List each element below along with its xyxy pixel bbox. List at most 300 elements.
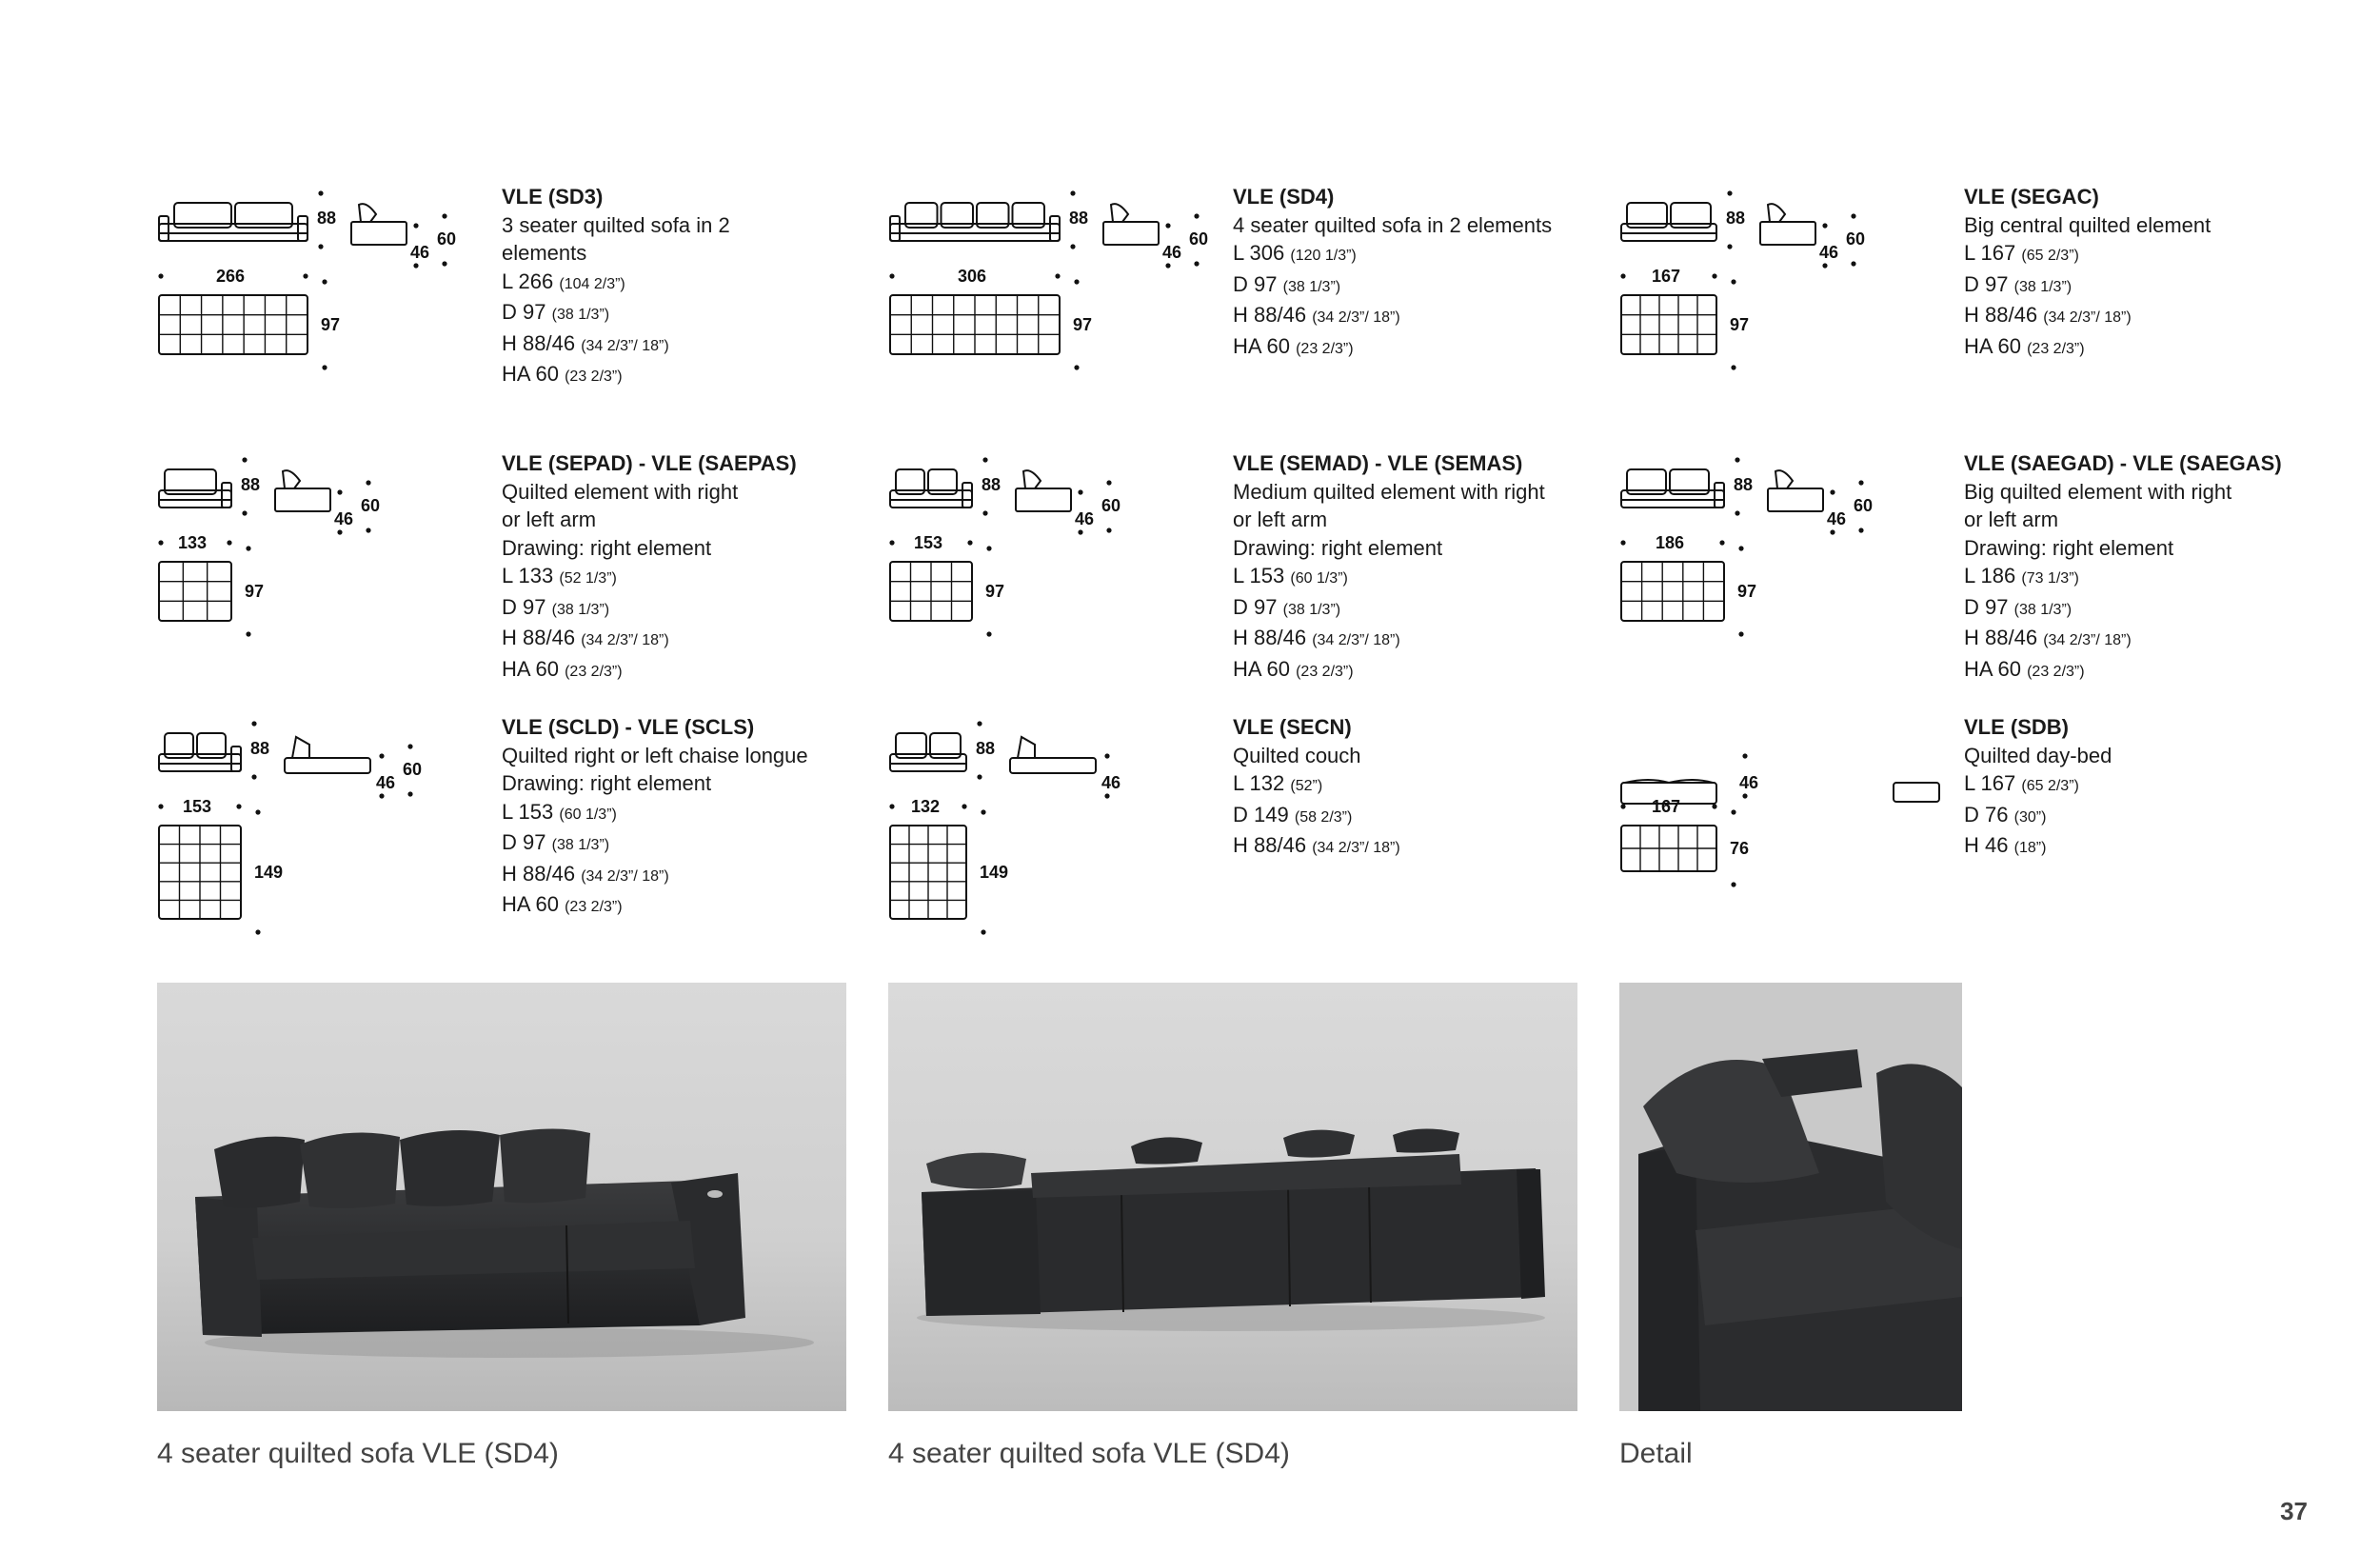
- product-spec: [1964, 183, 2211, 363]
- dimension-key: H: [502, 330, 517, 355]
- dimension-row: [502, 360, 730, 391]
- dimension-dot: [1851, 261, 1855, 266]
- product-code: VLE (SCLD) - VLE (SCLS): [502, 715, 755, 739]
- sofa-detail-image: [1619, 983, 1962, 1411]
- dimension-dot: [1727, 190, 1732, 195]
- dimension-inches: (34 2/3”/ 18”): [2043, 309, 2132, 326]
- dimension-dot: [413, 263, 418, 268]
- dimension-dot: [977, 721, 982, 726]
- dimension-value: 97: [1254, 271, 1278, 296]
- dimension-inches: (18”): [2013, 840, 2047, 856]
- photo-caption-2: 4 seater quilted sofa VLE (SD4): [888, 1438, 1290, 1469]
- dimension-key: D: [1964, 802, 1979, 826]
- dimension-inches: (58 2/3”): [1294, 808, 1353, 826]
- product-description: Quilted right or left chaise longue: [502, 743, 808, 767]
- dimension-dot: [255, 809, 260, 814]
- dimension-value: 88/46: [1254, 626, 1307, 649]
- dimension-dot: [227, 540, 231, 545]
- dimension-dot: [158, 273, 163, 278]
- dimension-value: 76: [1985, 802, 2009, 826]
- dimension-dot: [1104, 793, 1109, 798]
- dimension-inches: (60 1/3”): [559, 806, 617, 823]
- dimension-key: HA: [502, 892, 530, 916]
- dimension-row: [1964, 769, 2112, 801]
- product-code: VLE (SD4): [1233, 185, 1335, 209]
- dimension-key: HA: [1233, 656, 1261, 681]
- dimension-key: HA: [502, 362, 530, 386]
- dimension-row: [1964, 831, 2112, 863]
- photo-front: [157, 983, 846, 1411]
- dimension-key: L: [502, 799, 513, 824]
- depth-label: 97: [1073, 315, 1093, 334]
- product-description: 4 seater quilted sofa in 2 elements: [1233, 212, 1553, 237]
- dimension-dot: [1830, 489, 1835, 494]
- product-code: VLE (SECN): [1233, 715, 1352, 739]
- depth-label: 76: [1730, 839, 1750, 858]
- dimension-key: D: [1233, 802, 1248, 826]
- depth-label: 97: [1737, 582, 1757, 601]
- dimension-value: 88/46: [1254, 303, 1307, 327]
- dimension-inches: (38 1/3”): [551, 601, 610, 618]
- product-description: or left arm: [1233, 508, 1328, 531]
- dimension-inches: (52 1/3”): [559, 570, 617, 587]
- depth-label: 97: [985, 582, 1005, 601]
- height-label: 88: [250, 739, 270, 758]
- seat-height-label: 46: [1101, 773, 1121, 792]
- dimension-dot: [1738, 631, 1743, 636]
- dimension-inches: (38 1/3”): [551, 307, 610, 323]
- dimension-dot: [1830, 529, 1835, 534]
- dimension-dot: [1735, 510, 1739, 515]
- dimension-value: 60: [535, 892, 559, 916]
- dimension-dot: [1074, 279, 1079, 284]
- dimension-dot: [337, 489, 342, 494]
- dimension-key: D: [502, 830, 517, 854]
- dimension-inches: (65 2/3”): [2021, 778, 2079, 794]
- dimension-inches: (23 2/3”): [565, 368, 623, 385]
- length-label: 306: [958, 267, 987, 286]
- dimension-key: D: [1964, 594, 1979, 619]
- dimension-inches: (73 1/3”): [2021, 570, 2079, 587]
- dimension-dot: [1165, 223, 1170, 228]
- dimension-inches: (60 1/3”): [1290, 570, 1348, 587]
- dimension-key: H: [1964, 303, 1979, 327]
- dimension-dot: [322, 279, 327, 284]
- dimension-dot: [255, 929, 260, 934]
- dimension-value: 60: [1266, 656, 1290, 681]
- height-label: 88: [241, 475, 261, 494]
- dimension-inches: (23 2/3”): [1296, 663, 1354, 680]
- product-description: elements: [502, 241, 587, 265]
- dimension-row: [502, 655, 797, 687]
- dimension-row: [1964, 624, 2282, 655]
- dimension-row: [1964, 801, 2112, 832]
- dimension-dot: [318, 244, 323, 249]
- product-spec: [1964, 713, 2112, 863]
- dimension-row: [502, 268, 730, 299]
- dimension-key: L: [1964, 771, 1975, 795]
- dimension-dot: [366, 528, 370, 532]
- dimension-inches: (38 1/3”): [2013, 278, 2073, 295]
- dimension-row: [1233, 270, 1552, 302]
- dimension-value: 132: [1249, 771, 1285, 795]
- dimension-diagram: [888, 716, 1202, 973]
- product-code: VLE (SEPAD) - VLE (SAEPAS): [502, 451, 797, 475]
- dimension-inches: (23 2/3”): [565, 663, 623, 680]
- depth-label: 97: [1730, 315, 1750, 334]
- dimension-key: L: [1233, 771, 1244, 795]
- dimension-dot: [889, 540, 894, 545]
- page-number: 37: [2280, 1497, 2308, 1525]
- product-description: Big quilted element with right: [1964, 479, 2232, 504]
- dimension-inches: (30”): [2013, 808, 2047, 826]
- dimension-key: H: [1233, 833, 1248, 857]
- dimension-inches: (34 2/3”/ 18”): [2043, 632, 2132, 648]
- dimension-key: L: [1233, 241, 1244, 265]
- dimension-inches: (34 2/3”/ 18”): [581, 337, 669, 354]
- dimension-row: [1233, 831, 1400, 863]
- product-spec: [502, 713, 808, 922]
- dimension-value: 266: [518, 269, 554, 293]
- dimension-dot: [1712, 273, 1716, 278]
- dimension-dot: [1620, 540, 1625, 545]
- dimension-dot: [1106, 528, 1111, 532]
- dimension-dot: [1822, 223, 1827, 228]
- dimension-dot: [242, 510, 247, 515]
- dimension-dot: [1822, 263, 1827, 268]
- dimension-key: HA: [1964, 656, 1993, 681]
- seat-height-label: 46: [1075, 509, 1095, 528]
- dimension-dot: [413, 223, 418, 228]
- product-spec: [1964, 449, 2282, 686]
- dimension-dot: [981, 929, 985, 934]
- product-description: Drawing: right element: [502, 771, 712, 795]
- dimension-dot: [986, 631, 991, 636]
- dimension-value: 167: [1980, 241, 2016, 265]
- seat-height-label: 46: [1827, 509, 1847, 528]
- dimension-row: [1964, 332, 2211, 364]
- product-description: Quilted couch: [1233, 743, 1361, 767]
- product-description: Drawing: right element: [502, 535, 712, 560]
- dimension-inches: (65 2/3”): [2021, 248, 2079, 264]
- dimension-value: 88/46: [523, 330, 576, 355]
- length-label: 153: [183, 797, 212, 816]
- product-description: 3 seater quilted sofa in 2: [502, 212, 730, 237]
- product-drawing: [157, 716, 471, 973]
- length-label: 266: [216, 267, 246, 286]
- arm-height-label: 60: [1189, 229, 1209, 249]
- dimension-inches: (34 2/3”/ 18”): [581, 632, 669, 648]
- dimension-dot: [1055, 273, 1060, 278]
- depth-label: 97: [245, 582, 265, 601]
- dimension-value: 97: [1254, 594, 1278, 619]
- depth-label: 149: [254, 863, 284, 882]
- dimension-dot: [1735, 457, 1739, 462]
- dimension-inches: (34 2/3”/ 18”): [581, 867, 669, 885]
- dimension-dot: [1074, 365, 1079, 369]
- product-description: or left arm: [1964, 508, 2059, 531]
- dimension-key: D: [1233, 271, 1248, 296]
- product-description: Drawing: right element: [1964, 535, 2174, 560]
- dimension-dot: [1194, 261, 1199, 266]
- dimension-row: [1964, 562, 2282, 593]
- dimension-value: 306: [1249, 241, 1285, 265]
- height-label: 88: [1734, 475, 1754, 494]
- dimension-dot: [318, 190, 323, 195]
- dimension-inches: (34 2/3”/ 18”): [1312, 840, 1400, 856]
- dimension-inches: (38 1/3”): [2013, 601, 2073, 618]
- product-code: VLE (SEMAD) - VLE (SEMAS): [1233, 451, 1523, 475]
- dimension-value: 133: [518, 564, 554, 587]
- dimension-row: [1233, 655, 1545, 687]
- arm-height-label: 60: [1846, 229, 1866, 249]
- dimension-value: 153: [518, 799, 554, 824]
- dimension-dot: [1731, 365, 1735, 369]
- dimension-inches: (104 2/3”): [559, 275, 625, 292]
- dimension-row: [1964, 270, 2211, 302]
- dimension-row: [1233, 769, 1400, 801]
- dimension-dot: [1712, 804, 1716, 808]
- dimension-row: [1233, 624, 1545, 655]
- dimension-dot: [442, 213, 446, 218]
- dimension-dot: [962, 804, 966, 808]
- dimension-diagram: [1619, 186, 1934, 443]
- product-code: VLE (SDB): [1964, 715, 2069, 739]
- dimension-dot: [1858, 480, 1863, 485]
- product-drawing: [157, 186, 471, 443]
- product-description: or left arm: [502, 508, 597, 531]
- dimension-dot: [1070, 190, 1075, 195]
- dimension-value: 60: [535, 656, 559, 681]
- dimension-diagram: [157, 716, 471, 973]
- product-description: Quilted day-bed: [1964, 743, 2112, 767]
- dimension-dot: [251, 774, 256, 779]
- dimension-row: [1233, 301, 1552, 332]
- dimension-key: H: [1964, 833, 1979, 857]
- sofa-front-image: [157, 983, 846, 1411]
- dimension-dot: [158, 540, 163, 545]
- dimension-dot: [1719, 540, 1724, 545]
- dimension-key: HA: [1964, 333, 1993, 358]
- dimension-dot: [1104, 753, 1109, 758]
- dimension-value: 88/46: [523, 626, 576, 649]
- product-description: Quilted element with right: [502, 479, 739, 504]
- photo-back: [888, 983, 1577, 1411]
- dimension-dot: [303, 273, 307, 278]
- dimension-row: [1964, 593, 2282, 625]
- dimension-value: 88/46: [1254, 833, 1307, 857]
- dimension-value: 149: [1254, 802, 1289, 826]
- dimension-dot: [1165, 263, 1170, 268]
- dimension-row: [502, 593, 797, 625]
- dimension-row: [1233, 593, 1545, 625]
- dimension-value: 97: [1985, 271, 2009, 296]
- dimension-diagram: [888, 452, 1202, 709]
- dimension-dot: [337, 529, 342, 534]
- dimension-value: 167: [1980, 771, 2016, 795]
- dimension-key: D: [502, 594, 517, 619]
- dimension-row: [1964, 239, 2211, 270]
- height-label: 88: [1069, 209, 1089, 228]
- length-label: 153: [914, 533, 943, 552]
- product-description: Drawing: right element: [1233, 535, 1443, 560]
- dimension-value: 60: [1266, 333, 1290, 358]
- dimension-inches: (23 2/3”): [565, 899, 623, 915]
- dimension-row: [1964, 655, 2282, 687]
- depth-label: 97: [321, 315, 341, 334]
- length-label: 133: [178, 533, 208, 552]
- product-description: Big central quilted element: [1964, 212, 2211, 237]
- photo-detail: [1619, 983, 1962, 1411]
- seat-height-label: 46: [410, 243, 430, 262]
- dimension-row: [502, 329, 730, 361]
- dimension-row: [502, 624, 797, 655]
- dimension-dot: [246, 631, 250, 636]
- dimension-dot: [1738, 546, 1743, 550]
- dimension-inches: (38 1/3”): [551, 837, 610, 853]
- dimension-dot: [977, 774, 982, 779]
- dimension-diagram: [1619, 452, 1934, 709]
- arm-height-label: 60: [1101, 496, 1121, 515]
- dimension-key: L: [1964, 241, 1975, 265]
- dimension-value: 97: [1985, 594, 2009, 619]
- product-spec: [502, 449, 797, 686]
- dimension-inches: (52”): [1290, 778, 1323, 794]
- dimension-row: [1233, 239, 1552, 270]
- dimension-dot: [982, 457, 987, 462]
- dimension-key: D: [1964, 271, 1979, 296]
- product-drawing: [1619, 452, 1934, 709]
- dimension-dot: [1851, 213, 1855, 218]
- dimension-key: H: [1964, 626, 1979, 649]
- dimension-key: L: [502, 564, 513, 587]
- height-label: 88: [1726, 209, 1746, 228]
- dimension-dot: [1106, 480, 1111, 485]
- dimension-dot: [986, 546, 991, 550]
- dimension-key: D: [1233, 594, 1248, 619]
- dimension-value: 153: [1249, 564, 1285, 587]
- dimension-inches: (23 2/3”): [2027, 663, 2085, 680]
- dimension-dot: [1620, 273, 1625, 278]
- dimension-diagram: [157, 186, 471, 443]
- seat-height-label: 46: [1819, 243, 1839, 262]
- dimension-dot: [322, 365, 327, 369]
- product-code: VLE (SD3): [502, 185, 604, 209]
- dimension-dot: [982, 510, 987, 515]
- product-description: Medium quilted element with right: [1233, 479, 1545, 504]
- dimension-inches: (23 2/3”): [1296, 340, 1354, 357]
- dimension-value: 88/46: [1985, 303, 2038, 327]
- dimension-diagram: [157, 452, 471, 709]
- dimension-value: 97: [523, 830, 546, 854]
- dimension-dot: [1731, 809, 1735, 814]
- dimension-key: H: [1233, 303, 1248, 327]
- dimension-value: 88/46: [1985, 626, 2038, 649]
- product-spec: [1233, 449, 1545, 686]
- dimension-dot: [1078, 489, 1082, 494]
- dimension-diagram: [888, 186, 1209, 443]
- dimension-value: 60: [1997, 333, 2021, 358]
- dimension-dot: [1194, 213, 1199, 218]
- length-label: 167: [1652, 797, 1681, 816]
- arm-height-label: 60: [403, 760, 423, 779]
- product-drawing: [888, 186, 1209, 443]
- product-drawing: [888, 452, 1202, 709]
- dimension-row: [1964, 301, 2211, 332]
- product-drawing: [888, 716, 1202, 973]
- dimension-value: 60: [535, 362, 559, 386]
- dimension-diagram: [1619, 716, 1934, 973]
- dimension-value: 97: [523, 300, 546, 324]
- dimension-dot: [1742, 793, 1747, 798]
- dimension-dot: [246, 546, 250, 550]
- dimension-dot: [158, 804, 163, 808]
- length-label: 167: [1652, 267, 1681, 286]
- dimension-dot: [1731, 279, 1735, 284]
- dimension-row: [502, 298, 730, 329]
- dimension-key: L: [1233, 564, 1244, 587]
- dimension-row: [502, 860, 808, 891]
- dimension-dot: [1858, 528, 1863, 532]
- arm-height-label: 60: [1854, 496, 1874, 515]
- product-drawing: [157, 452, 471, 709]
- dimension-dot: [1620, 804, 1625, 808]
- product-code: VLE (SAEGAD) - VLE (SAEGAS): [1964, 451, 2282, 475]
- dimension-inches: (34 2/3”/ 18”): [1312, 632, 1400, 648]
- length-label: 132: [911, 797, 941, 816]
- dimension-inches: (38 1/3”): [1282, 278, 1341, 295]
- depth-label: 149: [980, 863, 1009, 882]
- dimension-dot: [1742, 753, 1747, 758]
- product-spec: [1233, 713, 1400, 863]
- dimension-row: [1233, 801, 1400, 832]
- dimension-value: 46: [1985, 833, 2009, 857]
- dimension-dot: [379, 793, 384, 798]
- photo-caption-3: Detail: [1619, 1438, 1693, 1469]
- product-code: VLE (SEGAC): [1964, 185, 2099, 209]
- dimension-key: H: [1233, 626, 1248, 649]
- seat-height-label: 46: [334, 509, 354, 528]
- dimension-row: [502, 562, 797, 593]
- height-label: 88: [976, 739, 996, 758]
- dimension-key: D: [502, 300, 517, 324]
- arm-height-label: 60: [361, 496, 381, 515]
- dimension-inches: (23 2/3”): [2027, 340, 2085, 357]
- dimension-row: [502, 798, 808, 829]
- dimension-inches: (38 1/3”): [1282, 601, 1341, 618]
- product-spec: [1233, 183, 1552, 363]
- seat-height-label: 46: [1162, 243, 1182, 262]
- dimension-inches: (120 1/3”): [1290, 248, 1357, 264]
- dimension-value: 88/46: [523, 861, 576, 886]
- dimension-key: HA: [502, 656, 530, 681]
- product-spec: [502, 183, 730, 391]
- dimension-key: HA: [1233, 333, 1261, 358]
- dimension-dot: [242, 457, 247, 462]
- photo-caption-1: 4 seater quilted sofa VLE (SD4): [157, 1438, 559, 1469]
- dimension-row: [502, 828, 808, 860]
- dimension-dot: [407, 744, 412, 748]
- dimension-row: [1233, 332, 1552, 364]
- dimension-inches: (34 2/3”/ 18”): [1312, 309, 1400, 326]
- dimension-dot: [407, 791, 412, 796]
- dimension-dot: [1078, 529, 1082, 534]
- dimension-dot: [1070, 244, 1075, 249]
- dimension-row: [502, 890, 808, 922]
- dimension-key: H: [502, 626, 517, 649]
- dimension-dot: [251, 721, 256, 726]
- dimension-dot: [379, 753, 384, 758]
